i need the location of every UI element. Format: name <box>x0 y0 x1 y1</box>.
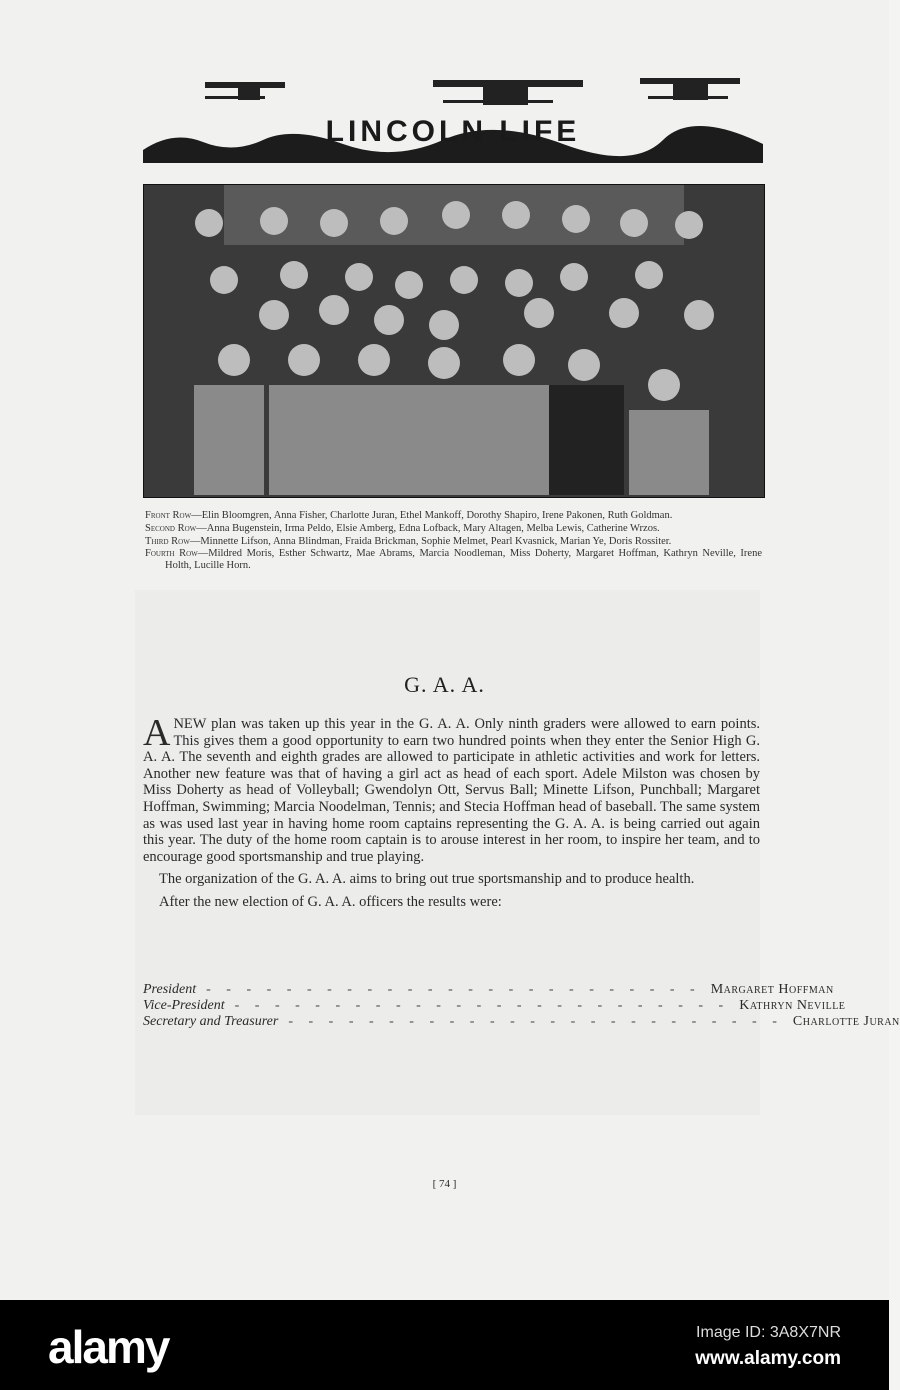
photo-caption <box>145 510 762 573</box>
image-id: Image ID: 3A8X7NR <box>696 1324 841 1341</box>
group-photo <box>143 184 765 498</box>
article-body <box>143 712 760 917</box>
leader-dots: - - - - - - - - - - - - - - - - - - - - - - - - - <box>234 998 730 1013</box>
page-number: [ 74 ] <box>432 1178 457 1190</box>
officers-list <box>143 982 900 1030</box>
officer-role: Secretary and Treasurer <box>143 1014 279 1029</box>
alamy-logo: alamy <box>48 1321 169 1373</box>
officer-row <box>143 998 846 1014</box>
group-photo-figures <box>144 185 764 497</box>
watermark-footer <box>0 1300 889 1390</box>
masthead-title: LINCOLN LIFE <box>325 115 581 148</box>
officer-role: Vice-President <box>143 998 225 1013</box>
officer-row <box>143 1014 900 1030</box>
caption-row-second <box>145 523 762 535</box>
caption-row-names: —Minnette Lifson, Anna Blindman, Fraida Brickman, Sophie Melmet, Pearl Kvasnick, Marian Ye, Doris Rossiter. <box>189 535 672 547</box>
officer-name: Margaret Hoffman <box>710 982 834 997</box>
paragraph-1 <box>143 712 760 865</box>
officer-role: President <box>143 982 197 997</box>
caption-row-names: —Anna Bugenstein, Irma Peldo, Elsie Amberg, Edna Lofback, Mary Altagen, Melba Lewis, Catherine Wrzos. <box>196 522 660 534</box>
officer-row <box>143 982 834 998</box>
drop-cap: A <box>143 712 171 754</box>
officer-name: Charlotte Juran <box>792 1014 900 1029</box>
caption-row-names: —Mildred Moris, Esther Schwartz, Mae Abrams, Marcia Noodleman, Miss Doherty, Margaret Hoffman, Kathryn Neville, Irene Holth, Lucille Horn. <box>165 548 762 572</box>
caption-row-label: Fourth Row <box>145 548 198 560</box>
article-title: G. A. A. <box>404 672 485 697</box>
masthead-banner <box>143 70 763 167</box>
caption-row-label: Second Row <box>145 522 197 534</box>
caption-row-front <box>145 510 762 522</box>
caption-row-third <box>145 536 762 548</box>
site-url: www.alamy.com <box>695 1348 841 1369</box>
leader-dots: - - - - - - - - - - - - - - - - - - - - - - - - - <box>288 1014 783 1029</box>
leader-dots: - - - - - - - - - - - - - - - - - - - - - - - - - <box>206 982 701 997</box>
paragraph-3: After the new election of G. A. A. officers the results were: <box>159 893 502 910</box>
caption-row-label: Front Row <box>145 510 192 521</box>
officer-name: Kathryn Neville <box>739 998 846 1013</box>
paragraph-2: The organization of the G. A. A. aims to bring out true sportsmanship and to produce health. <box>159 871 695 888</box>
caption-row-fourth <box>145 548 762 572</box>
caption-row-label: Third Row <box>145 535 190 547</box>
caption-row-names: —Elin Bloomgren, Anna Fisher, Charlotte Juran, Ethel Mankoff, Dorothy Shapiro, Irene Pakonen, Ruth Goldman. <box>191 510 673 521</box>
paragraph-1-text: NEW plan was taken up this year in the G. A. A. Only ninth graders were allowed to earn points. This gives them a good opportunity to earn two hundred points when they enter the Senior High G. A. A. The seventh and eighth grades are allowed to participate in athletic activities and work for letters. Another new feature was that of having a girl act as head of each sport. Adele Milston was chosen by Miss Doherty as head of Volleyball; Gwendolyn Ott, Servus Ball; Minette Lifson, Punchball; Margaret Hoffman, Swimming; Marcia Noodelman, Tennis; and Stecia Hoffman head of baseball. The same system as was used last year in having home room captains representing the G. A. A. is being carried out again this year. The duty of the home room captain is to arouse interest in her room, to inspire her team, and to encourage good sportsmanship and true playing. <box>143 716 760 865</box>
